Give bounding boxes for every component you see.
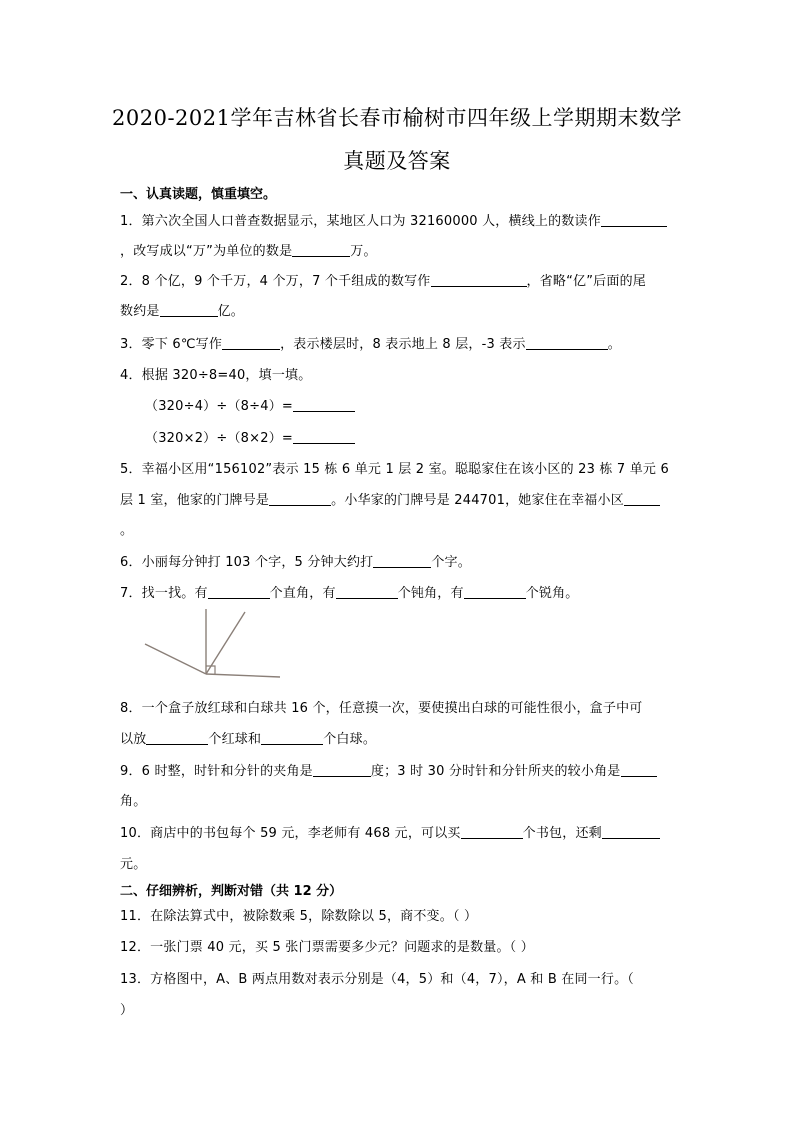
question-1-text: 万。 xyxy=(350,244,377,259)
question-8-line1: 8．一个盒子放红球和白球共 16 个，任意摸一次，要使摸出白球的可能性很小，盒子中可 xyxy=(120,701,643,716)
question-13-line1: 13．方格图中，A、B 两点用数对表示分别是（4，5）和（4，7），A 和 B 在同一行。（ xyxy=(120,972,634,987)
question-7-text: 个直角，有 xyxy=(269,586,336,601)
section1-heading: 一、认真读题，慎重填空。 xyxy=(120,187,277,202)
question-4-item1 xyxy=(145,395,355,414)
answer-blank[interactable] xyxy=(261,731,323,745)
question-3-text: 3．零下 6℃写作 xyxy=(120,337,223,352)
answer-blank[interactable] xyxy=(160,303,218,317)
answer-blank[interactable] xyxy=(373,554,431,568)
question-2-text: 亿。 xyxy=(217,304,245,319)
answer-blank[interactable] xyxy=(292,243,350,257)
question-7 xyxy=(120,582,579,601)
question-7-text: 7．找一找。有 xyxy=(120,586,208,601)
question-6-text: 6．小丽每分钟打 103 个字，5 分钟大约打 xyxy=(120,555,374,570)
answer-blank[interactable] xyxy=(431,273,527,287)
answer-blank[interactable] xyxy=(146,731,208,745)
question-7-text: 个钝角，有 xyxy=(397,586,464,601)
question-4-text: （320×2）÷（8×2）= xyxy=(145,431,293,446)
question-5-line3: 。 xyxy=(120,523,134,538)
question-12: 12．一张门票 40 元，买 5 张门票需要多少元？问题求的是数量。（ ） xyxy=(120,940,534,955)
answer-blank[interactable] xyxy=(526,336,608,350)
question-1-line1 xyxy=(120,210,667,229)
question-5-text: 。小华家的门牌号是 244701，她家住在幸福小区 xyxy=(331,493,624,508)
angle-ray-bottom xyxy=(206,674,280,677)
answer-blank[interactable] xyxy=(313,763,371,777)
question-8-text: 以放 xyxy=(120,732,147,747)
question-10-line2: 元。 xyxy=(120,857,147,872)
answer-blank[interactable] xyxy=(336,585,398,599)
question-10-line1 xyxy=(120,822,660,841)
question-6-text: 个字。 xyxy=(431,555,471,570)
question-8-text: 个白球。 xyxy=(323,732,377,747)
question-2-line1 xyxy=(120,270,646,289)
question-3 xyxy=(120,333,621,352)
answer-blank[interactable] xyxy=(601,213,667,227)
answer-blank[interactable] xyxy=(461,825,523,839)
question-8-line2 xyxy=(120,728,376,747)
question-1-text: 1．第六次全国人口普查数据显示，某地区人口为 32160000 人，横线上的数读作 xyxy=(120,214,601,229)
question-11: 11．在除法算式中，被除数乘 5，除数除以 5，商不变。（ ） xyxy=(120,909,478,924)
answer-blank[interactable] xyxy=(293,430,355,444)
question-9-text: 9．6 时整，时针和分针的夹角是 xyxy=(120,764,313,779)
question-6 xyxy=(120,551,471,570)
question-2-line2 xyxy=(120,300,244,319)
question-5-line1: 5．幸福小区用“156102”表示 15 栋 6 单元 1 层 2 室。聪聪家住在该小区的 23 栋 7 单元 6 xyxy=(120,462,669,477)
question-3-text: ，表示楼层时，8 表示地上 8 层，-3 表示 xyxy=(280,337,526,352)
angle-ray-left xyxy=(145,644,206,674)
answer-blank[interactable] xyxy=(208,585,270,599)
answer-blank[interactable] xyxy=(269,492,331,506)
question-9-line1 xyxy=(120,760,657,779)
question-4-item2 xyxy=(145,427,355,446)
question-4-stem: 4．根据 320÷8=40，填一填。 xyxy=(120,368,312,383)
question-9-line2: 角。 xyxy=(120,794,147,809)
question-9-text: 度；3 时 30 分时针和分针所夹的较小角是 xyxy=(370,764,621,779)
question-2-text: ，省略“亿”后面的尾 xyxy=(526,274,646,289)
answer-blank[interactable] xyxy=(621,763,657,777)
question-7-text: 个锐角。 xyxy=(525,586,579,601)
answer-blank[interactable] xyxy=(602,825,660,839)
document-title-line2: 真题及答案 xyxy=(343,149,451,173)
question-2-text: 数约是 xyxy=(120,304,160,319)
answer-blank[interactable] xyxy=(222,336,280,350)
question-4-text: （320÷4）÷（8÷4）= xyxy=(145,399,293,414)
document-title-line1: 2020-2021学年吉林省长春市榆树市四年级上学期期末数学 xyxy=(112,106,682,130)
answer-blank[interactable] xyxy=(624,492,660,506)
question-10-text: 10．商店中的书包每个 59 元，李老师有 468 元，可以买 xyxy=(120,826,461,841)
angles-figure xyxy=(140,606,285,686)
question-5-line2 xyxy=(120,489,660,508)
angle-ray-diagonal xyxy=(206,612,245,674)
answer-blank[interactable] xyxy=(464,585,526,599)
question-10-text: 个书包，还剩 xyxy=(522,826,602,841)
question-1-text: ，改写成以“万”为单位的数是 xyxy=(120,244,293,259)
answer-blank[interactable] xyxy=(293,398,355,412)
question-13-line2: ） xyxy=(120,1003,134,1018)
question-8-text: 个红球和 xyxy=(208,732,262,747)
question-3-text: 。 xyxy=(607,337,621,352)
question-5-text: 层 1 室，他家的门牌号是 xyxy=(120,493,270,508)
section2-heading: 二、仔细辨析，判断对错（共 12 分） xyxy=(120,884,343,899)
question-1-line2 xyxy=(120,240,377,259)
question-2-text: 2．8 个亿，9 个千万，4 个万，7 个千组成的数写作 xyxy=(120,274,431,289)
